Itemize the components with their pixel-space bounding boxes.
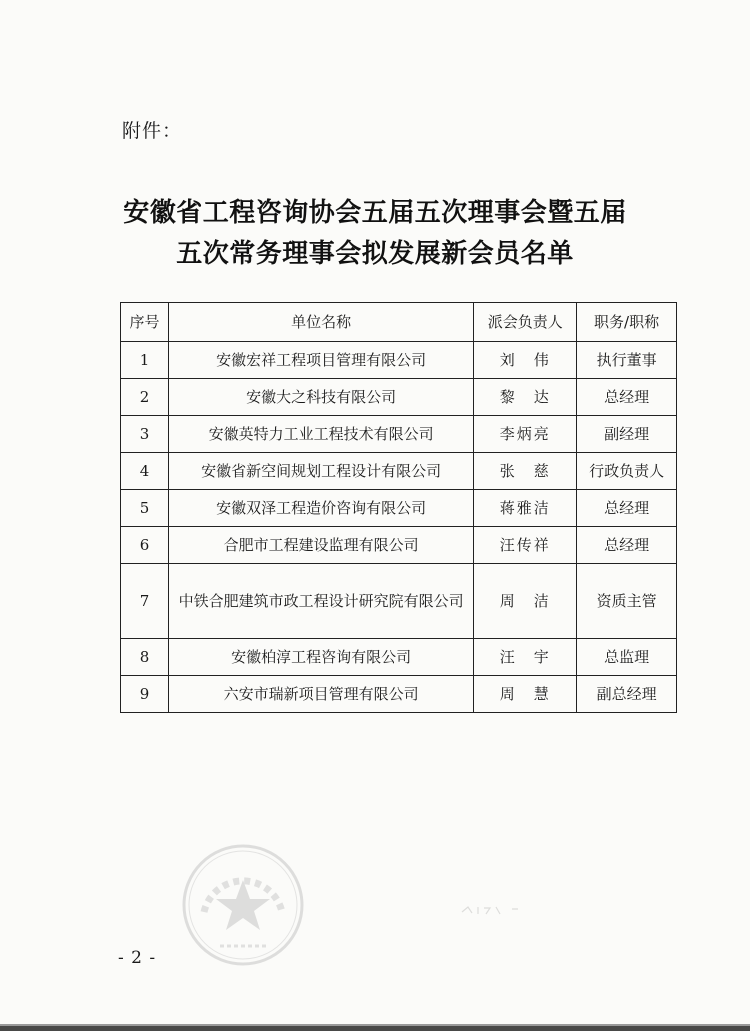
- header-position-title: 职务/职称: [577, 303, 677, 342]
- header-unit-name: 单位名称: [168, 303, 473, 342]
- row-unit-name: 安徽大之科技有限公司: [168, 379, 473, 416]
- faint-ink-mark: [460, 904, 528, 916]
- header-serial-number: 序号: [121, 303, 169, 342]
- official-seal-stamp: [180, 842, 306, 968]
- document-title-line-1: 安徽省工程咨询协会五届五次理事会暨五届: [123, 198, 627, 228]
- row-unit-name: 安徽双泽工程造价咨询有限公司: [168, 490, 473, 527]
- row-position-title: 总监理: [577, 639, 677, 676]
- table-row: [121, 639, 677, 676]
- row-unit-name: 六安市瑞新项目管理有限公司: [168, 676, 473, 713]
- row-responsible-person: 张 慈: [474, 453, 577, 490]
- row-serial-number: 8: [121, 639, 169, 676]
- row-responsible-person: 周 慧: [474, 676, 577, 713]
- table-row: [121, 490, 677, 527]
- attachment-label: 附件：: [122, 120, 183, 142]
- table-row: [121, 453, 677, 490]
- header-responsible-person: 派会负责人: [474, 303, 577, 342]
- row-serial-number: 3: [121, 416, 169, 453]
- row-position-title: 总经理: [577, 490, 677, 527]
- row-position-title: 副总经理: [577, 676, 677, 713]
- row-position-title: 执行董事: [577, 342, 677, 379]
- row-responsible-person: 周 洁: [474, 564, 577, 639]
- row-position-title: 行政负责人: [577, 453, 677, 490]
- table-row: [121, 564, 677, 639]
- table-row: [121, 676, 677, 713]
- row-responsible-person: 李炳亮: [474, 416, 577, 453]
- row-position-title: 资质主管: [577, 564, 677, 639]
- row-serial-number: 1: [121, 342, 169, 379]
- row-position-title: 副经理: [577, 416, 677, 453]
- scan-bottom-edge: [0, 1024, 750, 1031]
- row-serial-number: 2: [121, 379, 169, 416]
- row-serial-number: 9: [121, 676, 169, 713]
- table-row: [121, 416, 677, 453]
- table-header-row: [121, 303, 677, 342]
- row-position-title: 总经理: [577, 379, 677, 416]
- document-title-line-2: 五次常务理事会拟发展新会员名单: [176, 239, 574, 269]
- page-number: - 2 -: [118, 948, 157, 968]
- row-unit-name: 合肥市工程建设监理有限公司: [168, 527, 473, 564]
- row-responsible-person: 黎 达: [474, 379, 577, 416]
- row-responsible-person: 刘 伟: [474, 342, 577, 379]
- member-list-table: [120, 302, 677, 713]
- row-serial-number: 7: [121, 564, 169, 639]
- row-responsible-person: 蒋雅洁: [474, 490, 577, 527]
- row-unit-name: 安徽柏淳工程咨询有限公司: [168, 639, 473, 676]
- row-position-title: 总经理: [577, 527, 677, 564]
- row-unit-name: 中铁合肥建筑市政工程设计研究院有限公司: [168, 564, 473, 639]
- row-unit-name: 安徽英特力工业工程技术有限公司: [168, 416, 473, 453]
- row-responsible-person: 汪传祥: [474, 527, 577, 564]
- row-serial-number: 6: [121, 527, 169, 564]
- row-serial-number: 5: [121, 490, 169, 527]
- row-unit-name: 安徽省新空间规划工程设计有限公司: [168, 453, 473, 490]
- row-unit-name: 安徽宏祥工程项目管理有限公司: [168, 342, 473, 379]
- table-row: [121, 379, 677, 416]
- row-serial-number: 4: [121, 453, 169, 490]
- table-row: [121, 342, 677, 379]
- row-responsible-person: 汪 宇: [474, 639, 577, 676]
- table-row: [121, 527, 677, 564]
